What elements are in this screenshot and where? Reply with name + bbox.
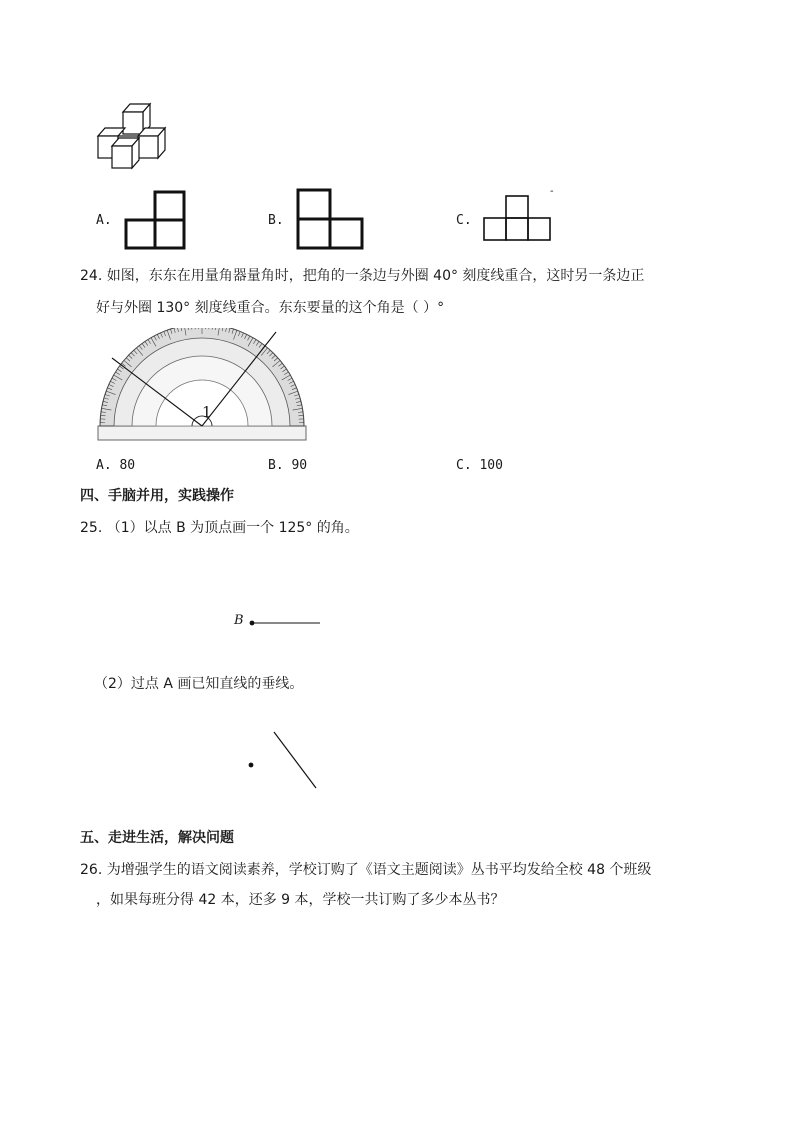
- protractor-center-label: 1: [202, 403, 212, 421]
- point-b-label: B: [234, 613, 244, 628]
- protractor-figure: [96, 328, 308, 442]
- question-26-line-1: 26. 为增强学生的语文阅读素养，学校订购了《语文主题阅读》丛书平均发给全校 48 个班级: [80, 862, 652, 878]
- q24-option-b: B. 90: [268, 458, 308, 473]
- section-4-title: 四、手脑并用，实践操作: [80, 488, 234, 504]
- option-c-view-figure: [483, 194, 553, 242]
- q24-option-a: A. 80: [96, 458, 136, 473]
- option-c-letter: C.: [456, 213, 472, 228]
- stray-mark: -: [550, 186, 554, 197]
- point-a-and-line-figure: [244, 730, 324, 792]
- option-a-letter: A.: [96, 213, 112, 228]
- ray-from-b: [248, 618, 324, 628]
- q24-option-c: C. 100: [456, 458, 503, 473]
- option-b-view-figure: [296, 188, 366, 250]
- option-a-view-figure: [124, 190, 186, 250]
- question-26-line-2: ，如果每班分得 42 本，还多 9 本，学校一共订购了多少本丛书？: [96, 892, 505, 908]
- option-b-letter: B.: [268, 213, 284, 228]
- cube-stack-figure: [90, 98, 190, 168]
- section-5-title: 五、走进生活，解决问题: [80, 830, 234, 846]
- question-24-line-2: 好与外圈 130° 刻度线重合。东东要量的这个角是（ ）°: [96, 300, 445, 316]
- question-25-part-2: （2）过点 A 画已知直线的垂线。: [94, 676, 304, 692]
- question-25-part-1: 25. （1）以点 B 为顶点画一个 125° 的角。: [80, 520, 359, 536]
- question-24-line-1: 24. 如图，东东在用量角器量角时，把角的一条边与外圈 40° 刻度线重合，这时另一条边正: [80, 268, 645, 284]
